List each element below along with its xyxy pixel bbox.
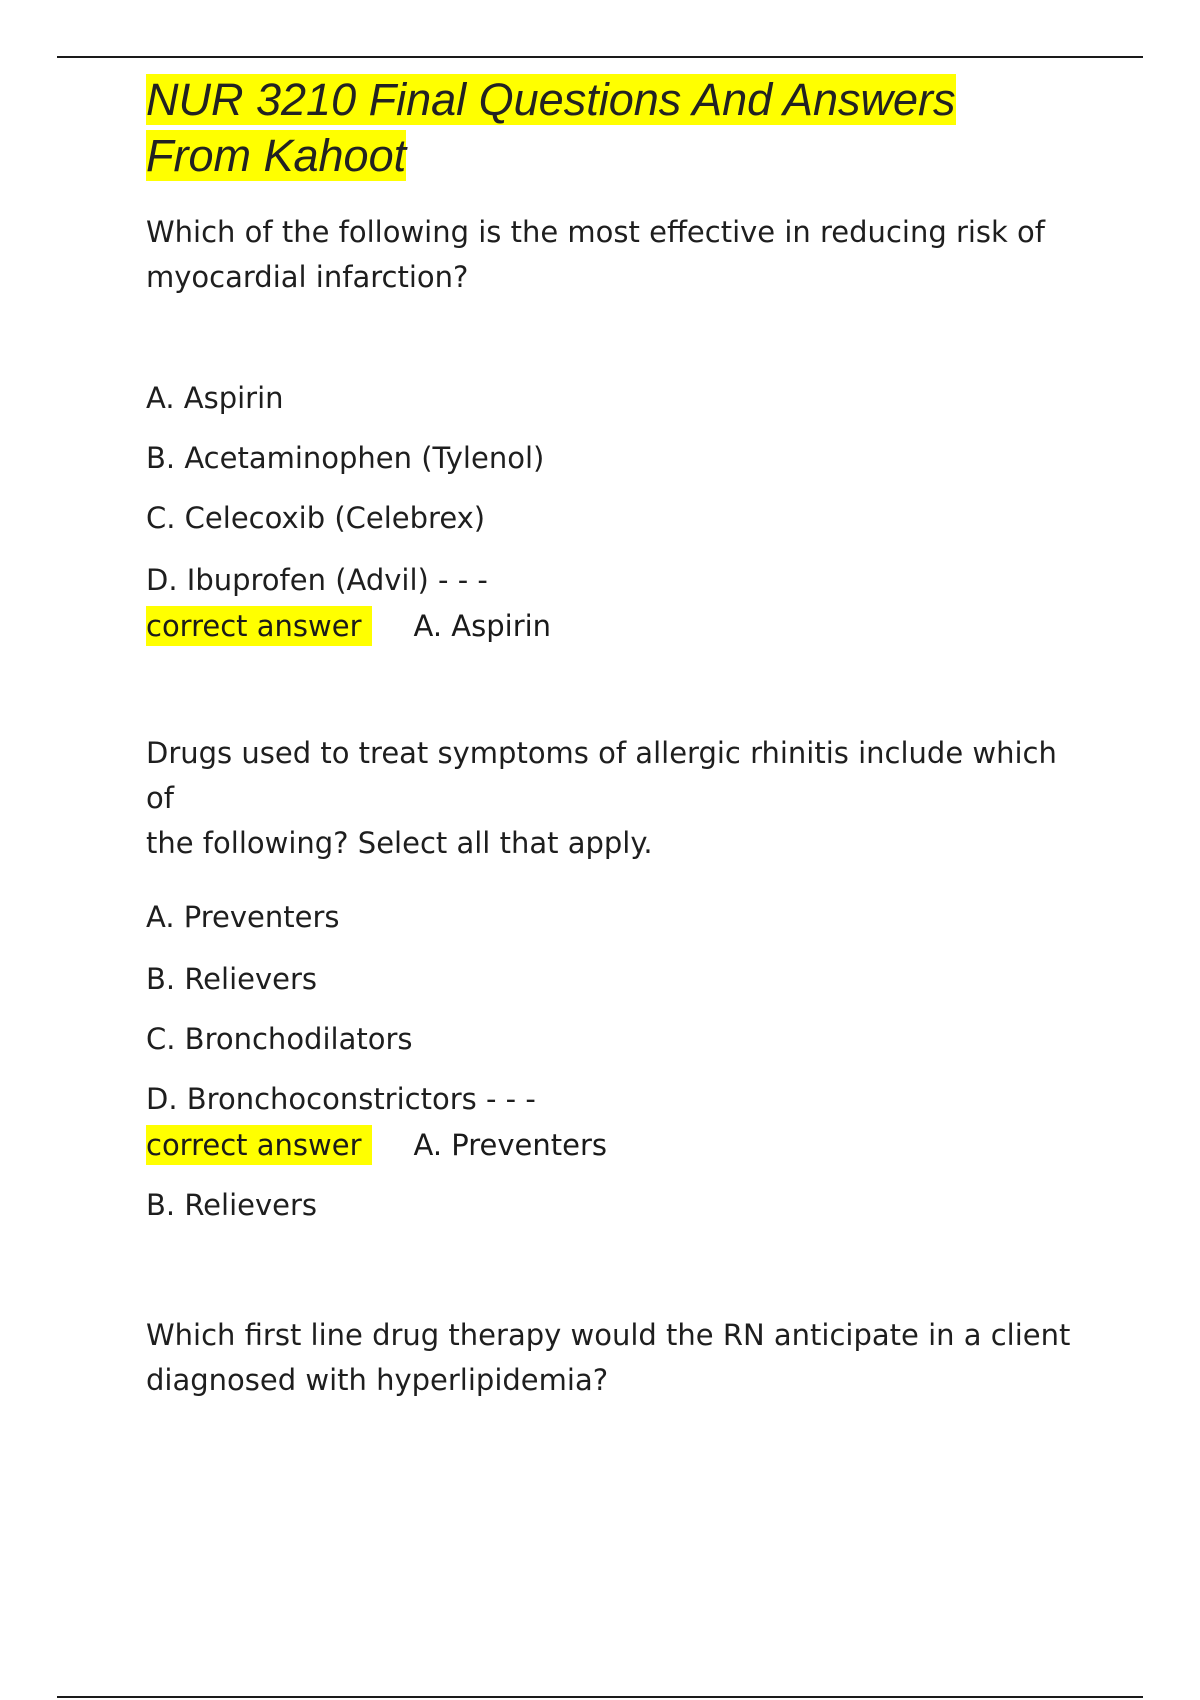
correct-answer-label: correct answer	[146, 1125, 372, 1165]
correct-answer-label: correct answer	[146, 606, 372, 646]
top-rule	[57, 56, 1143, 58]
option-d: D. Ibuprofen (Advil) - - -	[146, 563, 488, 597]
question-line-1: Drugs used to treat symptoms of allergic rhinitis include which of	[146, 736, 1057, 815]
question-block-3	[146, 1313, 1076, 1403]
title-line-1: NUR 3210 Final Questions And Answers	[146, 74, 956, 125]
document-title	[146, 72, 1076, 184]
option-c: C. Celecoxib (Celebrex)	[146, 501, 486, 535]
answer-line	[146, 606, 551, 646]
bottom-rule	[57, 1696, 1143, 1698]
option-list	[146, 378, 551, 646]
question-line-2: diagnosed with hyperlipidemia?	[146, 1363, 609, 1397]
option-b: B. Acetaminophen (Tylenol)	[146, 441, 545, 475]
option-a: A. Aspirin	[146, 381, 284, 415]
correct-answer-value: A. Preventers	[413, 1128, 608, 1162]
question-line-2: myocardial infarction?	[146, 260, 469, 294]
answer-line	[146, 1125, 607, 1165]
question-block-2	[146, 731, 1076, 1222]
question-text	[146, 731, 1076, 866]
question-line-1: Which of the following is the most effective in reducing risk of	[146, 215, 1045, 249]
option-list	[146, 897, 607, 1225]
title-line-2: From Kahoot	[146, 130, 407, 181]
question-line-2: the following? Select all that apply.	[146, 826, 653, 860]
option-d: D. Bronchoconstrictors - - -	[146, 1082, 536, 1116]
document-body	[146, 70, 1076, 1397]
question-block-1	[146, 210, 1076, 643]
question-line-1: Which first line drug therapy would the RN anticipate in a client	[146, 1318, 1071, 1352]
option-a: A. Preventers	[146, 900, 340, 934]
question-text	[146, 1313, 1076, 1403]
correct-answer-value: A. Aspirin	[413, 609, 552, 643]
question-text	[146, 210, 1076, 300]
correct-answer-value-2: B. Relievers	[146, 1188, 318, 1222]
option-b: B. Relievers	[146, 962, 318, 996]
option-c: C. Bronchodilators	[146, 1022, 413, 1056]
